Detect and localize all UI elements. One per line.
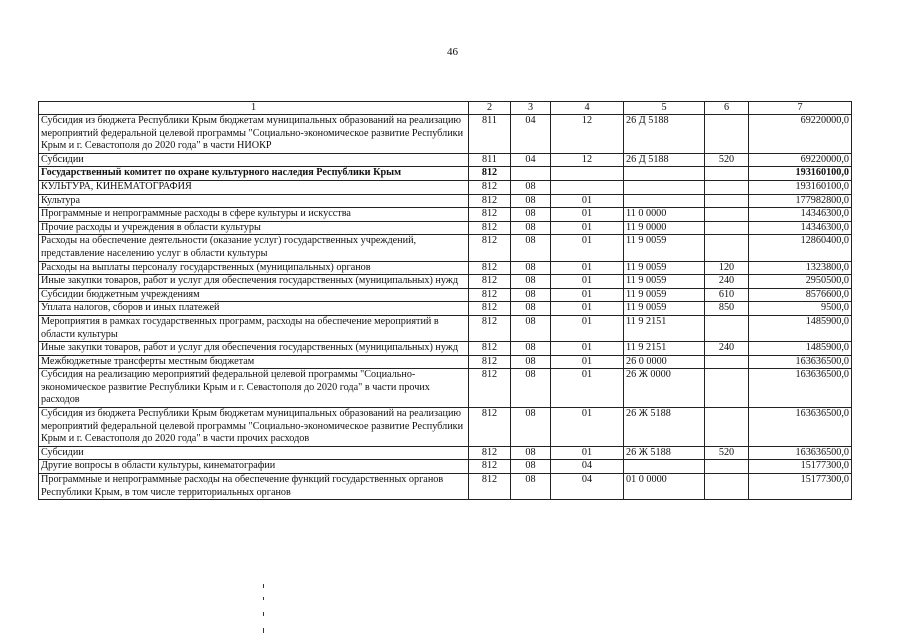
- header-col-5: 5: [624, 102, 705, 115]
- cell-amount: 9500,0: [749, 302, 852, 316]
- cell-target-article: [624, 460, 705, 474]
- cell-chapter: 812: [469, 221, 511, 235]
- cell-target-article: 11 9 2151: [624, 342, 705, 356]
- table-row: [39, 446, 852, 460]
- cell-subsection: 12: [551, 153, 624, 167]
- cell-subsection: 01: [551, 208, 624, 222]
- cell-name: Государственный комитет по охране культурного наследия Республики Крым: [39, 167, 469, 181]
- cell-subsection: 04: [551, 474, 624, 500]
- cell-expense-type: [705, 235, 749, 261]
- cell-target-article: 26 Ж 5188: [624, 446, 705, 460]
- cell-amount: 69220000,0: [749, 115, 852, 154]
- cell-amount: 15177300,0: [749, 460, 852, 474]
- cell-expense-type: 610: [705, 288, 749, 302]
- cell-target-article: 11 9 0059: [624, 235, 705, 261]
- cell-expense-type: 520: [705, 446, 749, 460]
- cell-name: Расходы на выплаты персоналу государственных (муниципальных) органов: [39, 261, 469, 275]
- cell-chapter: 812: [469, 460, 511, 474]
- table-row: [39, 288, 852, 302]
- cell-section: 08: [511, 288, 551, 302]
- cell-name: Мероприятия в рамках государственных программ, расходы на обеспечение мероприятий в области культуры: [39, 315, 469, 341]
- header-col-3: 3: [511, 102, 551, 115]
- cell-chapter: 812: [469, 208, 511, 222]
- table-row: [39, 460, 852, 474]
- cell-section: 08: [511, 408, 551, 447]
- cell-chapter: 812: [469, 474, 511, 500]
- cell-target-article: 26 Ж 5188: [624, 408, 705, 447]
- cell-amount: 14346300,0: [749, 221, 852, 235]
- cell-amount: 1485900,0: [749, 342, 852, 356]
- cell-chapter: 812: [469, 446, 511, 460]
- cell-amount: 69220000,0: [749, 153, 852, 167]
- cell-name: Прочие расходы и учреждения в области культуры: [39, 221, 469, 235]
- cell-section: 08: [511, 446, 551, 460]
- cell-section: 08: [511, 342, 551, 356]
- cell-subsection: 01: [551, 261, 624, 275]
- cell-target-article: 11 9 2151: [624, 315, 705, 341]
- cell-subsection: 01: [551, 288, 624, 302]
- table-row: [39, 342, 852, 356]
- cell-target-article: 11 9 0059: [624, 275, 705, 289]
- cell-amount: 193160100,0: [749, 167, 852, 181]
- cell-section: 08: [511, 369, 551, 408]
- cell-section: 08: [511, 474, 551, 500]
- margin-mark: [263, 612, 264, 616]
- cell-expense-type: [705, 221, 749, 235]
- table-row: [39, 208, 852, 222]
- header-row: [39, 102, 852, 115]
- cell-target-article: [624, 180, 705, 194]
- margin-mark: [263, 584, 264, 588]
- cell-chapter: 812: [469, 355, 511, 369]
- cell-section: 08: [511, 180, 551, 194]
- margin-mark: [263, 628, 264, 633]
- table-row: [39, 369, 852, 408]
- cell-chapter: 812: [469, 369, 511, 408]
- page-number: 46: [447, 46, 458, 58]
- cell-section: 08: [511, 221, 551, 235]
- table-row: [39, 315, 852, 341]
- table-row: [39, 180, 852, 194]
- cell-expense-type: [705, 408, 749, 447]
- table-row: [39, 194, 852, 208]
- cell-name: Субсидия на реализацию мероприятий федеральной целевой программы "Социально-экономическое развитие Республики Крым и г. Севастополя до 2020 года" в части прочих расходов: [39, 369, 469, 408]
- header-col-1: 1: [39, 102, 469, 115]
- cell-subsection: 01: [551, 408, 624, 447]
- cell-subsection: 01: [551, 446, 624, 460]
- cell-chapter: 812: [469, 408, 511, 447]
- cell-target-article: 01 0 0000: [624, 474, 705, 500]
- cell-section: 08: [511, 315, 551, 341]
- cell-expense-type: [705, 315, 749, 341]
- cell-expense-type: [705, 167, 749, 181]
- cell-name: Программные и непрограммные расходы на обеспечение функций государственных органов Республики Крым, в том числе территориальных органов: [39, 474, 469, 500]
- table-row: [39, 261, 852, 275]
- cell-chapter: 812: [469, 235, 511, 261]
- table-row: [39, 235, 852, 261]
- cell-amount: 1323800,0: [749, 261, 852, 275]
- cell-amount: 163636500,0: [749, 446, 852, 460]
- cell-target-article: 11 9 0059: [624, 288, 705, 302]
- cell-expense-type: [705, 208, 749, 222]
- cell-target-article: 11 9 0059: [624, 261, 705, 275]
- cell-section: 08: [511, 208, 551, 222]
- cell-name: Субсидии: [39, 153, 469, 167]
- cell-name: Расходы на обеспечение деятельности (оказание услуг) государственных учреждений, представление населению услуг в области культуры: [39, 235, 469, 261]
- cell-section: [511, 167, 551, 181]
- cell-expense-type: [705, 369, 749, 408]
- cell-amount: 2950500,0: [749, 275, 852, 289]
- table-body: [39, 115, 852, 500]
- cell-expense-type: 120: [705, 261, 749, 275]
- cell-chapter: 811: [469, 115, 511, 154]
- table-row: [39, 153, 852, 167]
- cell-name: Программные и непрограммные расходы в сфере культуры и искусства: [39, 208, 469, 222]
- cell-expense-type: [705, 474, 749, 500]
- cell-target-article: 26 Д 5188: [624, 115, 705, 154]
- cell-subsection: [551, 167, 624, 181]
- cell-subsection: 01: [551, 355, 624, 369]
- cell-chapter: 812: [469, 180, 511, 194]
- cell-subsection: 01: [551, 342, 624, 356]
- cell-expense-type: 240: [705, 342, 749, 356]
- cell-amount: 163636500,0: [749, 355, 852, 369]
- cell-chapter: 812: [469, 288, 511, 302]
- cell-name: Иные закупки товаров, работ и услуг для обеспечения государственных (муниципальных) нужд: [39, 275, 469, 289]
- cell-chapter: 812: [469, 167, 511, 181]
- cell-expense-type: [705, 460, 749, 474]
- cell-amount: 1485900,0: [749, 315, 852, 341]
- cell-section: 08: [511, 302, 551, 316]
- cell-expense-type: [705, 355, 749, 369]
- cell-expense-type: [705, 180, 749, 194]
- cell-subsection: 01: [551, 302, 624, 316]
- table-row: [39, 355, 852, 369]
- cell-amount: 14346300,0: [749, 208, 852, 222]
- cell-section: 08: [511, 194, 551, 208]
- cell-name: Иные закупки товаров, работ и услуг для обеспечения государственных (муниципальных) нужд: [39, 342, 469, 356]
- cell-section: 04: [511, 115, 551, 154]
- table-row: [39, 221, 852, 235]
- cell-target-article: [624, 167, 705, 181]
- cell-name: Субсидия из бюджета Республики Крым бюджетам муниципальных образований на реализацию мероприятий федеральной целевой программы "Социально-экономическое развитие Республики Крым и г. Севастополя до 2020 года" в части НИОКР: [39, 115, 469, 154]
- cell-target-article: 26 0 0000: [624, 355, 705, 369]
- cell-chapter: 812: [469, 342, 511, 356]
- cell-subsection: 01: [551, 194, 624, 208]
- cell-expense-type: 850: [705, 302, 749, 316]
- budget-table: [38, 101, 852, 500]
- header-col-2: 2: [469, 102, 511, 115]
- cell-section: 08: [511, 355, 551, 369]
- header-col-7: 7: [749, 102, 852, 115]
- cell-chapter: 812: [469, 194, 511, 208]
- cell-chapter: 812: [469, 261, 511, 275]
- table-row: [39, 474, 852, 500]
- cell-expense-type: [705, 115, 749, 154]
- cell-section: 08: [511, 275, 551, 289]
- cell-name: Другие вопросы в области культуры, кинематографии: [39, 460, 469, 474]
- cell-amount: 12860400,0: [749, 235, 852, 261]
- header-col-4: 4: [551, 102, 624, 115]
- cell-subsection: 01: [551, 275, 624, 289]
- cell-target-article: 11 9 0000: [624, 221, 705, 235]
- cell-subsection: 01: [551, 315, 624, 341]
- cell-target-article: [624, 194, 705, 208]
- cell-expense-type: 520: [705, 153, 749, 167]
- cell-chapter: 812: [469, 275, 511, 289]
- cell-chapter: 812: [469, 315, 511, 341]
- cell-target-article: 26 Ж 0000: [624, 369, 705, 408]
- cell-name: Культура: [39, 194, 469, 208]
- table-row: [39, 115, 852, 154]
- cell-target-article: 11 0 0000: [624, 208, 705, 222]
- cell-name: Субсидии: [39, 446, 469, 460]
- cell-amount: 8576600,0: [749, 288, 852, 302]
- table-row: [39, 302, 852, 316]
- cell-amount: 193160100,0: [749, 180, 852, 194]
- cell-subsection: 04: [551, 460, 624, 474]
- cell-name: Уплата налогов, сборов и иных платежей: [39, 302, 469, 316]
- cell-amount: 177982800,0: [749, 194, 852, 208]
- cell-subsection: 01: [551, 235, 624, 261]
- cell-name: Субсидии бюджетным учреждениям: [39, 288, 469, 302]
- cell-chapter: 811: [469, 153, 511, 167]
- cell-name: Субсидия из бюджета Республики Крым бюджетам муниципальных образований на реализацию мероприятий федеральной целевой программы "Социально-экономическое развитие Республики Крым и г. Севастополя до 2020 года" в части прочих расходов: [39, 408, 469, 447]
- table-row: [39, 167, 852, 181]
- cell-chapter: 812: [469, 302, 511, 316]
- header-col-6: 6: [705, 102, 749, 115]
- cell-target-article: 26 Д 5188: [624, 153, 705, 167]
- table-row: [39, 275, 852, 289]
- cell-name: КУЛЬТУРА, КИНЕМАТОГРАФИЯ: [39, 180, 469, 194]
- cell-amount: 163636500,0: [749, 408, 852, 447]
- cell-section: 04: [511, 153, 551, 167]
- cell-expense-type: 240: [705, 275, 749, 289]
- table-row: [39, 408, 852, 447]
- cell-amount: 15177300,0: [749, 474, 852, 500]
- cell-section: 08: [511, 261, 551, 275]
- cell-amount: 163636500,0: [749, 369, 852, 408]
- cell-subsection: 01: [551, 221, 624, 235]
- cell-section: 08: [511, 460, 551, 474]
- cell-name: Межбюджетные трансферты местным бюджетам: [39, 355, 469, 369]
- cell-target-article: 11 9 0059: [624, 302, 705, 316]
- margin-mark: [263, 597, 264, 600]
- cell-subsection: 12: [551, 115, 624, 154]
- cell-subsection: 01: [551, 369, 624, 408]
- cell-subsection: [551, 180, 624, 194]
- cell-expense-type: [705, 194, 749, 208]
- cell-section: 08: [511, 235, 551, 261]
